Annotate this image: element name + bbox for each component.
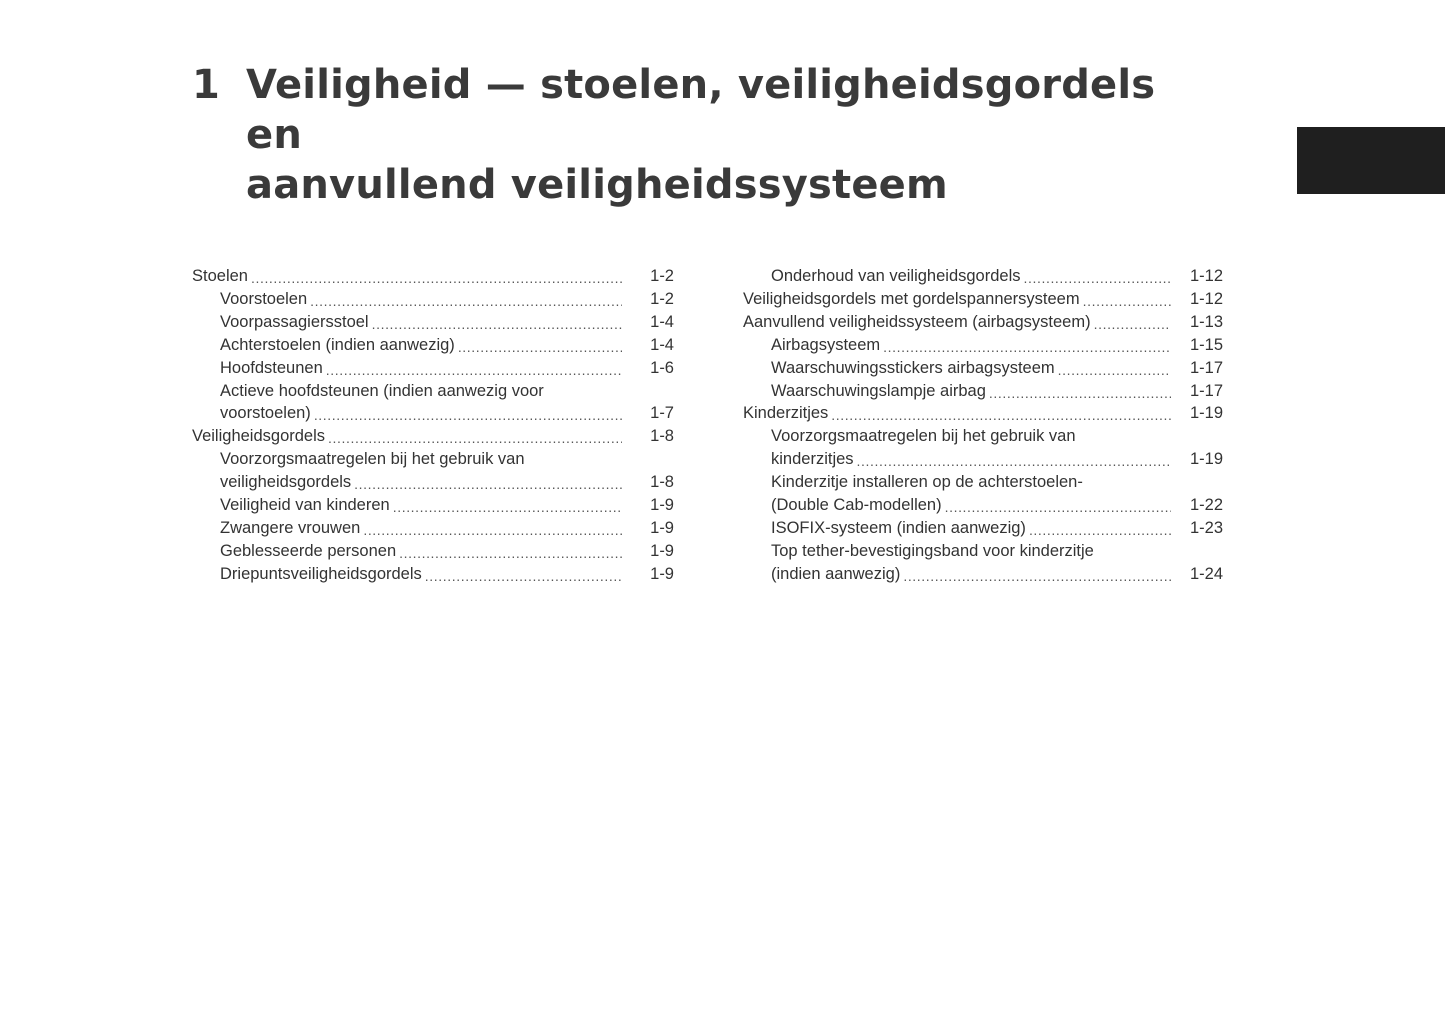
toc-entry-title: (Double Cab-modellen) bbox=[771, 496, 942, 515]
toc-page-number: 1-9 bbox=[650, 518, 674, 537]
toc-entry-title: Driepuntsveiligheidsgordels bbox=[220, 564, 422, 583]
toc-page-number: 1-4 bbox=[650, 312, 674, 331]
toc-entry[interactable] bbox=[743, 265, 1223, 288]
dot-leader bbox=[425, 565, 622, 582]
toc-entry[interactable] bbox=[743, 425, 1223, 471]
toc-page-number: 1-9 bbox=[650, 496, 674, 515]
toc-entry-title: Airbagsysteem bbox=[771, 335, 881, 354]
dot-leader bbox=[363, 519, 622, 536]
toc-page-number: 1-17 bbox=[1189, 381, 1223, 400]
toc-entry[interactable] bbox=[192, 517, 674, 540]
toc-entry[interactable] bbox=[743, 380, 1223, 403]
toc-page-number: 1-23 bbox=[1189, 518, 1223, 537]
toc-page-number: 1-2 bbox=[650, 289, 674, 308]
toc-entry-title: ISOFIX-systeem (indien aanwezig) bbox=[771, 518, 1026, 537]
toc-entry-title: (indien aanwezig) bbox=[771, 564, 901, 583]
toc-entry[interactable] bbox=[743, 334, 1223, 357]
toc-page-number: 1-19 bbox=[1189, 404, 1223, 423]
toc-entry[interactable] bbox=[743, 357, 1223, 380]
toc-entry[interactable] bbox=[743, 517, 1223, 540]
dot-leader bbox=[326, 359, 622, 376]
toc-page-number: 1-7 bbox=[650, 404, 674, 423]
dot-leader bbox=[328, 427, 622, 444]
chapter-thumb-tab bbox=[1297, 127, 1445, 194]
toc-page-number: 1-19 bbox=[1189, 450, 1223, 469]
toc-page-number: 1-15 bbox=[1189, 335, 1223, 354]
toc-entry[interactable] bbox=[192, 265, 674, 288]
dot-leader bbox=[1083, 290, 1171, 307]
toc-page-number: 1-9 bbox=[650, 541, 674, 560]
dot-leader bbox=[372, 313, 622, 330]
toc-entry-title: voorstoelen) bbox=[220, 404, 311, 423]
toc-right-column bbox=[743, 265, 1223, 586]
chapter-title-line-2: aanvullend veiligheidssysteem bbox=[246, 162, 948, 208]
toc-page-number: 1-12 bbox=[1189, 267, 1223, 285]
dot-leader bbox=[393, 496, 622, 513]
toc-entry[interactable] bbox=[743, 311, 1223, 334]
toc-entry-title: Zwangere vrouwen bbox=[220, 518, 361, 537]
toc-entry[interactable] bbox=[192, 357, 674, 380]
toc-entry-title: Waarschuwingsstickers airbagsysteem bbox=[771, 358, 1055, 377]
toc-entry-title: Actieve hoofdsteunen (indien aanwezig voor bbox=[220, 381, 544, 400]
toc-page-number: 1-9 bbox=[650, 564, 674, 583]
toc-entry-title: veiligheidsgordels bbox=[220, 473, 352, 492]
toc-entry-title: Voorstoelen bbox=[220, 289, 308, 308]
toc-entry-title: Onderhoud van veiligheidsgordels bbox=[771, 267, 1021, 285]
toc-entry[interactable] bbox=[192, 311, 674, 334]
dot-leader bbox=[310, 290, 622, 307]
dot-leader bbox=[458, 336, 622, 353]
toc-entry-title: Veiligheidsgordels met gordelspannersysteem bbox=[743, 289, 1080, 308]
toc-entry[interactable] bbox=[743, 540, 1223, 586]
dot-leader bbox=[1094, 313, 1171, 330]
toc-entry[interactable] bbox=[192, 563, 674, 586]
toc-page-number: 1-4 bbox=[650, 335, 674, 354]
dot-leader bbox=[831, 404, 1171, 421]
toc-left-column bbox=[192, 265, 674, 586]
toc-entry-title: Stoelen bbox=[192, 267, 248, 285]
toc-entry[interactable] bbox=[192, 380, 674, 426]
toc-entry[interactable] bbox=[743, 288, 1223, 311]
toc-entry-title: Aanvullend veiligheidssysteem (airbagsysteem) bbox=[743, 312, 1091, 331]
toc-entry-title: Kinderzitjes bbox=[743, 404, 829, 423]
chapter-title-line-1: Veiligheid — stoelen, veiligheidsgordels en bbox=[246, 62, 1156, 158]
toc-entry[interactable] bbox=[192, 288, 674, 311]
toc-entry[interactable] bbox=[192, 425, 674, 448]
toc-entry-title: kinderzitjes bbox=[771, 450, 854, 469]
dot-leader bbox=[945, 496, 1171, 513]
dot-leader bbox=[1058, 359, 1171, 376]
toc-entry-title: Veiligheid van kinderen bbox=[220, 496, 390, 515]
chapter-number: 1 bbox=[192, 62, 221, 108]
toc-entry-title: Hoofdsteunen bbox=[220, 358, 323, 377]
toc-page-number: 1-17 bbox=[1189, 358, 1223, 377]
toc-entry-title: Top tether-bevestigingsband voor kinderzitje bbox=[771, 541, 1094, 560]
chapter-heading bbox=[192, 60, 1202, 210]
dot-leader bbox=[314, 404, 622, 421]
dot-leader bbox=[354, 473, 622, 490]
toc-entry-title: Voorpassagiersstoel bbox=[220, 312, 369, 331]
toc-entry[interactable] bbox=[743, 471, 1223, 517]
dot-leader bbox=[989, 382, 1171, 399]
toc-entry[interactable] bbox=[743, 402, 1223, 425]
dot-leader bbox=[1029, 519, 1171, 536]
toc-page-number: 1-24 bbox=[1189, 564, 1223, 583]
dot-leader bbox=[883, 336, 1171, 353]
dot-leader bbox=[1024, 267, 1172, 284]
toc-entry-title: Veiligheidsgordels bbox=[192, 427, 326, 446]
toc-page-number: 1-6 bbox=[650, 358, 674, 377]
toc-entry[interactable] bbox=[192, 494, 674, 517]
toc-entry[interactable] bbox=[192, 540, 674, 563]
toc-page-number: 1-12 bbox=[1189, 289, 1223, 308]
toc-entry-title: Kinderzitje installeren op de achterstoelen- bbox=[771, 473, 1083, 492]
toc-entry[interactable] bbox=[192, 448, 674, 494]
toc-page-number: 1-8 bbox=[650, 427, 674, 446]
toc-page-number: 1-8 bbox=[650, 473, 674, 492]
dot-leader bbox=[903, 565, 1171, 582]
dot-leader bbox=[251, 267, 622, 284]
dot-leader bbox=[857, 450, 1171, 467]
toc-entry-title: Voorzorgsmaatregelen bij het gebruik van bbox=[220, 450, 525, 469]
toc-entry[interactable] bbox=[192, 334, 674, 357]
toc-page-number: 1-2 bbox=[650, 267, 674, 285]
toc-entry-title: Waarschuwingslampje airbag bbox=[771, 381, 986, 400]
toc-entry-title: Voorzorgsmaatregelen bij het gebruik van bbox=[771, 427, 1076, 446]
toc-page-number: 1-22 bbox=[1189, 496, 1223, 515]
toc-entry-title: Achterstoelen (indien aanwezig) bbox=[220, 335, 455, 354]
dot-leader bbox=[399, 542, 622, 559]
toc-page-number: 1-13 bbox=[1189, 312, 1223, 331]
toc-entry-title: Geblesseerde personen bbox=[220, 541, 397, 560]
